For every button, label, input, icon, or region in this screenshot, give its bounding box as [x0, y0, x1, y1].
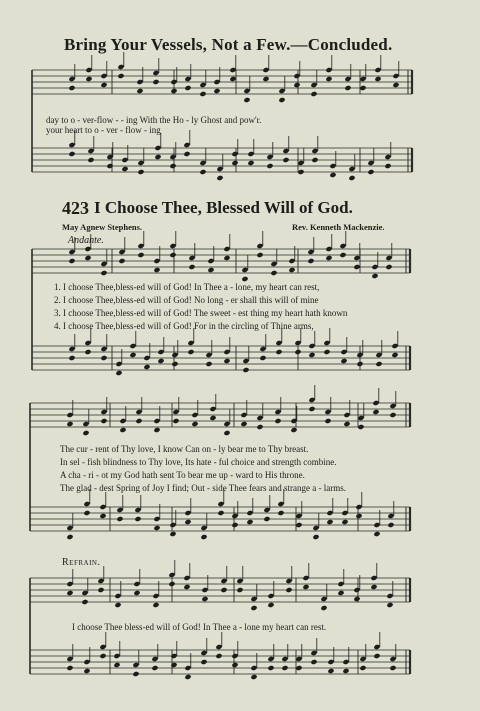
- verse-4-lyric-system-1: 4. I choose Thee,bless-ed will of God! For in the circling of Thine arms,: [54, 321, 314, 331]
- verse-3-lyric-system-2: A cha - ri - ot my God hath sent To bear me up - ward to His throne.: [60, 470, 305, 480]
- refrain-lyric: I choose Thee bless-ed will of God! In Thee a - lone my heart can rest.: [72, 622, 327, 632]
- verse-2-lyric-system-1: 2. I choose Thee,bless-ed will of God! No long - er shall this will of mine: [54, 295, 319, 305]
- verse-4-lyric-system-2: The glad - dest Spring of Joy I find; Out - side Thee fears and strange a - larms.: [60, 483, 347, 493]
- hymn-number: 423: [62, 198, 89, 218]
- verse-3-lyric-system-1: 3. I choose Thee,bless-ed will of God! The sweet - est thing my heart hath known: [54, 308, 348, 318]
- hymn-composer: Rev. Kenneth Mackenzie.: [292, 222, 385, 232]
- verse-1-lyric-system-1: 1. I choose Thee,bless-ed will of God! In Thee a - lone, my heart can rest,: [54, 282, 320, 292]
- refrain-label: Refrain.: [62, 557, 101, 568]
- previous-hymn-title: Bring Your Vessels, Not a Few.—Concluded.: [64, 35, 393, 54]
- previous-hymn-lyric-line-2: your heart to o - ver - flow - ing: [46, 125, 161, 135]
- hymn-title: I Choose Thee, Blessed Will of God.: [94, 198, 353, 217]
- verse-1-lyric-system-2: The cur - rent of Thy love, I know Can on - ly bear me to Thy breast.: [60, 444, 309, 454]
- verse-2-lyric-system-2: In sel - fish blindness to Thy love, Its hate - ful choice and strength combine.: [60, 457, 337, 467]
- previous-hymn-lyric-line-1: day to o - ver-flow - - ing With the Ho - ly Ghost and pow'r.: [46, 115, 262, 125]
- hymn-author: May Agnew Stephens.: [62, 222, 143, 232]
- tempo-marking: Andante.: [68, 235, 104, 246]
